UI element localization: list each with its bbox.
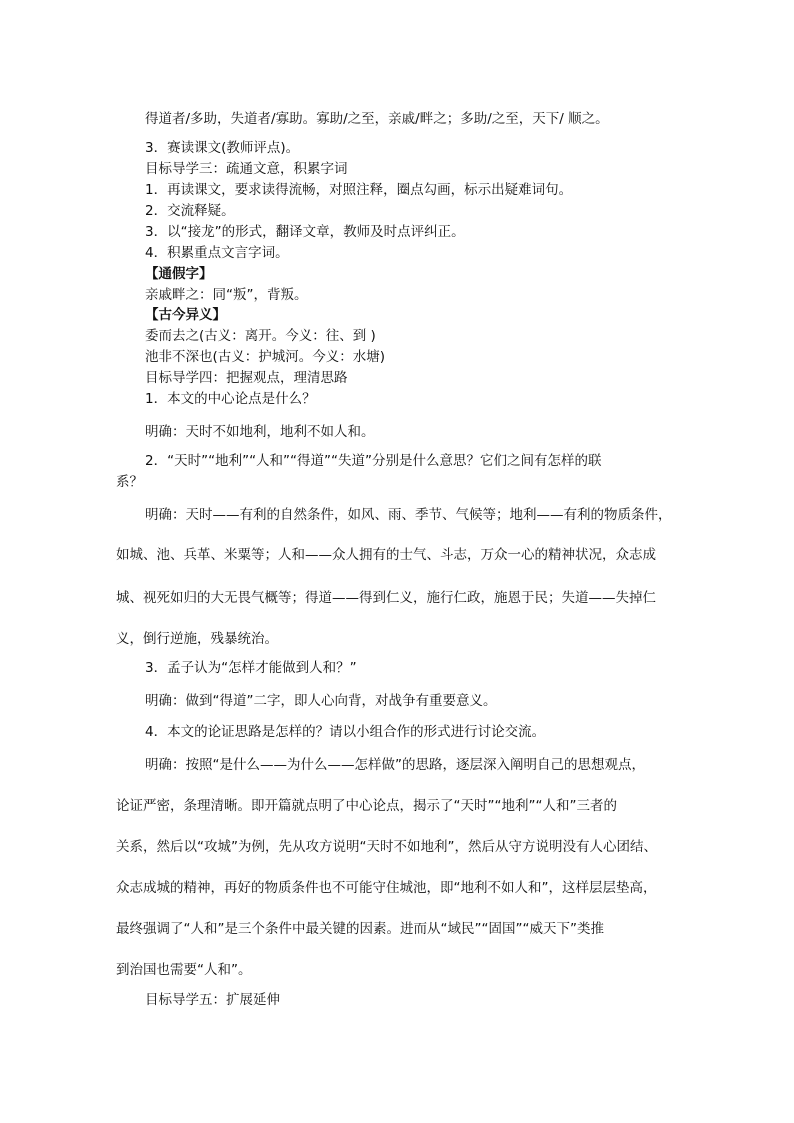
- question-1: 1．本文的中心论点是什么？: [145, 391, 316, 407]
- question-3: 3．孟子认为“怎样才能做到人和？”: [145, 660, 357, 676]
- answer-2-cont-3: 义，倒行逆施，残暴统治。: [116, 631, 278, 647]
- section-heading-goal-5: 目标导学五：扩展延伸: [145, 992, 280, 1008]
- answer-4-cont-2: 关系，然后以“攻城”为例，先从攻方说明“天时不如地利”，然后从守方说明没有人心团结、: [116, 839, 657, 855]
- text-line-step-3b: 3．以“接龙”的形式，翻译文章，教师及时点评纠正。: [145, 224, 465, 240]
- section-heading-goal-4: 目标导学四：把握观点，理清思路: [145, 370, 348, 386]
- section-heading-goal-3: 目标导学三：疏通文意，积累字词: [145, 161, 348, 177]
- text-line-step-1: 1．再读课文，要求读得流畅，对照注释，圈点勾画，标示出疑难词句。: [145, 182, 573, 198]
- question-2: 2．“天时”“地利”“人和”“得道”“失道”分别是什么意思？它们之间有怎样的联: [145, 453, 602, 469]
- answer-4-cont-4: 最终强调了“人和”是三个条件中最关键的因素。进而从“域民”“固国”“威天下”类推: [116, 921, 604, 937]
- text-line-step-3: 3．赛读课文(教师评点)。: [145, 140, 300, 156]
- answer-4-cont-1: 论证严密，条理清晰。即开篇就点明了中心论点，揭示了“天时”“地利”“人和”三者的: [116, 798, 617, 814]
- answer-2-cont-2: 城、视死如归的大无畏气概等；得道——得到仁义，施行仁政，施恩于民；失道——失掉仁: [116, 590, 656, 606]
- answer-2-cont-1: 如城、池、兵革、米粟等；人和——众人拥有的士气、斗志，万众一心的精神状况，众志成: [116, 547, 656, 563]
- answer-2: 明确：天时——有利的自然条件，如风、雨、季节、气候等；地利——有利的物质条件，: [145, 507, 672, 523]
- answer-4-cont-3: 众志成城的精神，再好的物质条件也不可能守住城池，即“地利不如人和”，这样层层垫高，: [116, 880, 657, 896]
- text-line-step-4: 4．积累重点文言字词。: [145, 245, 289, 261]
- subheading-gujinyiyi: 【古今异义】: [145, 307, 226, 323]
- answer-4: 明确：按照“是什么——为什么——怎样做”的思路，逐层深入阐明自己的思想观点，: [145, 757, 645, 773]
- answer-3: 明确：做到“得道”二字，即人心向背，对战争有重要意义。: [145, 693, 497, 709]
- answer-1: 明确：天时不如地利，地利不如人和。: [145, 424, 375, 440]
- text-line-tongjiazi: 亲戚畔之：同“叛”，背叛。: [145, 287, 308, 303]
- text-line-step-2: 2．交流释疑。: [145, 203, 235, 219]
- question-4: 4．本文的论证思路是怎样的？请以小组合作的形式进行讨论交流。: [145, 724, 546, 740]
- text-line-yiyi-2: 池非不深也(古义：护城河。今义：水塘): [145, 349, 386, 365]
- text-line-quote: 得道者/多助，失道者/寡助。寡助/之至，亲戚/畔之；多助/之至，天下/ 顺之。: [145, 111, 609, 127]
- text-line-yiyi-1: 委而去之(古义：离开。今义：往、到 ): [145, 328, 376, 344]
- question-2-cont: 系？: [116, 474, 143, 490]
- answer-4-cont-5: 到治国也需要“人和”。: [116, 962, 252, 978]
- subheading-tongjiazi: 【通假字】: [145, 266, 213, 282]
